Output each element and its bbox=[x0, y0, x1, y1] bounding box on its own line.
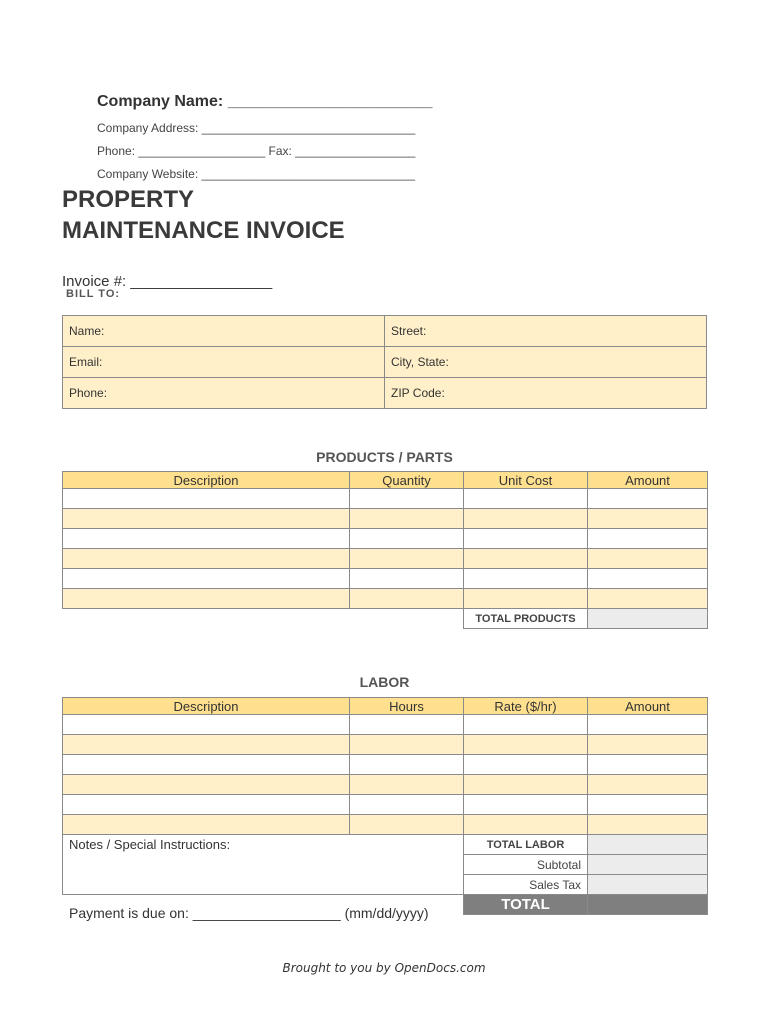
table-cell[interactable] bbox=[350, 529, 464, 549]
table-cell[interactable] bbox=[588, 509, 708, 529]
table-cell[interactable] bbox=[63, 815, 350, 835]
table-row bbox=[63, 795, 708, 815]
table-cell[interactable] bbox=[350, 795, 464, 815]
table-row bbox=[63, 529, 708, 549]
products-section-title: PRODUCTS / PARTS bbox=[316, 449, 453, 465]
table-cell[interactable] bbox=[350, 755, 464, 775]
table-cell[interactable] bbox=[588, 755, 708, 775]
bill-to-row bbox=[63, 347, 707, 378]
bill-to-label bbox=[66, 288, 136, 302]
labor-col-amount: Amount bbox=[588, 698, 708, 715]
bill-to-row bbox=[63, 316, 707, 347]
products-col-description: Description bbox=[63, 472, 350, 489]
company-name-field[interactable]: Company Name: _______________________ bbox=[97, 93, 433, 110]
table-cell[interactable] bbox=[588, 735, 708, 755]
table-cell[interactable] bbox=[464, 795, 588, 815]
grand-total-value[interactable] bbox=[588, 895, 708, 915]
total-labor-value[interactable] bbox=[588, 835, 708, 855]
payment-due-field[interactable]: Payment is due on: ___________________ (mm/dd/yyyy) bbox=[69, 905, 429, 921]
table-cell[interactable] bbox=[63, 795, 350, 815]
table-cell[interactable] bbox=[63, 589, 350, 609]
table-cell[interactable] bbox=[464, 529, 588, 549]
products-col-quantity: Quantity bbox=[350, 472, 464, 489]
labor-table bbox=[62, 697, 708, 915]
grand-total-label: TOTAL bbox=[464, 895, 588, 915]
bill-to-label-text: BILL TO: bbox=[66, 288, 121, 300]
sales-tax-value[interactable] bbox=[588, 875, 708, 895]
labor-col-description: Description bbox=[63, 698, 350, 715]
table-cell[interactable] bbox=[63, 715, 350, 735]
table-cell[interactable] bbox=[350, 775, 464, 795]
products-col-amount: Amount bbox=[588, 472, 708, 489]
table-cell[interactable] bbox=[63, 775, 350, 795]
phone-fax-field[interactable]: Phone: ___________________ Fax: __________________ bbox=[97, 144, 416, 158]
total-products-label: TOTAL PRODUCTS bbox=[464, 609, 588, 629]
table-cell[interactable] bbox=[350, 715, 464, 735]
labor-section-title: LABOR bbox=[359, 674, 410, 690]
table-cell[interactable] bbox=[350, 569, 464, 589]
notes-field[interactable]: Notes / Special Instructions: bbox=[63, 835, 464, 895]
table-row bbox=[63, 755, 708, 775]
table-cell[interactable] bbox=[350, 815, 464, 835]
bill-to-zip-field[interactable]: ZIP Code: bbox=[385, 378, 707, 409]
bill-to-table bbox=[62, 315, 707, 409]
table-cell[interactable] bbox=[350, 549, 464, 569]
bill-to-row bbox=[63, 378, 707, 409]
total-labor-label: TOTAL LABOR bbox=[464, 835, 588, 855]
labor-col-hours: Hours bbox=[350, 698, 464, 715]
table-cell[interactable] bbox=[63, 549, 350, 569]
products-table bbox=[62, 471, 708, 629]
labor-header-row bbox=[63, 698, 708, 715]
bill-to-name-field[interactable]: Name: bbox=[63, 316, 385, 347]
bill-to-email-field[interactable]: Email: bbox=[63, 347, 385, 378]
subtotal-label: Subtotal bbox=[464, 855, 588, 875]
table-row bbox=[63, 509, 708, 529]
table-cell[interactable] bbox=[63, 755, 350, 775]
table-cell[interactable] bbox=[464, 715, 588, 735]
table-cell[interactable] bbox=[63, 569, 350, 589]
table-row bbox=[63, 715, 708, 735]
company-website-field[interactable]: Company Website: ________________________________ bbox=[97, 167, 416, 181]
table-cell[interactable] bbox=[588, 715, 708, 735]
table-cell[interactable] bbox=[63, 489, 350, 509]
table-cell[interactable] bbox=[464, 815, 588, 835]
labor-col-rate: Rate ($/hr) bbox=[464, 698, 588, 715]
table-cell[interactable] bbox=[464, 489, 588, 509]
table-cell[interactable] bbox=[588, 569, 708, 589]
table-cell[interactable] bbox=[350, 589, 464, 609]
table-cell[interactable] bbox=[464, 509, 588, 529]
invoice-number-field[interactable]: Invoice #: _________________ bbox=[62, 273, 273, 290]
sales-tax-label: Sales Tax bbox=[464, 875, 588, 895]
company-address-field[interactable]: Company Address: ________________________________ bbox=[97, 121, 416, 135]
table-cell[interactable] bbox=[350, 489, 464, 509]
document-title-line1: PROPERTY bbox=[62, 186, 195, 213]
table-row bbox=[63, 489, 708, 509]
table-row bbox=[63, 735, 708, 755]
table-cell[interactable] bbox=[588, 589, 708, 609]
table-cell[interactable] bbox=[464, 735, 588, 755]
bill-to-street-field[interactable]: Street: bbox=[385, 316, 707, 347]
footer-credit: Brought to you by OpenDocs.com bbox=[282, 961, 486, 975]
table-cell[interactable] bbox=[350, 509, 464, 529]
table-cell[interactable] bbox=[588, 529, 708, 549]
table-cell[interactable] bbox=[63, 735, 350, 755]
products-col-unit-cost: Unit Cost bbox=[464, 472, 588, 489]
bill-to-city-state-field[interactable]: City, State: bbox=[385, 347, 707, 378]
table-cell[interactable] bbox=[588, 815, 708, 835]
table-cell[interactable] bbox=[464, 569, 588, 589]
products-total-row bbox=[63, 609, 708, 629]
labor-total-row bbox=[63, 835, 708, 855]
table-row bbox=[63, 815, 708, 835]
table-cell[interactable] bbox=[464, 775, 588, 795]
table-row bbox=[63, 569, 708, 589]
table-cell[interactable] bbox=[588, 775, 708, 795]
table-row bbox=[63, 775, 708, 795]
table-row bbox=[63, 589, 708, 609]
table-cell[interactable] bbox=[588, 489, 708, 509]
table-row bbox=[63, 549, 708, 569]
table-cell[interactable] bbox=[464, 589, 588, 609]
table-cell[interactable] bbox=[63, 529, 350, 549]
table-cell[interactable] bbox=[464, 755, 588, 775]
table-cell[interactable] bbox=[588, 549, 708, 569]
table-cell[interactable] bbox=[464, 549, 588, 569]
subtotal-value[interactable] bbox=[588, 855, 708, 875]
table-cell[interactable] bbox=[63, 509, 350, 529]
table-cell[interactable] bbox=[588, 795, 708, 815]
total-products-value[interactable] bbox=[588, 609, 708, 629]
document-title-line2: MAINTENANCE INVOICE bbox=[62, 217, 345, 244]
products-header-row bbox=[63, 472, 708, 489]
table-cell[interactable] bbox=[350, 735, 464, 755]
blank-cell bbox=[63, 609, 464, 629]
bill-to-phone-field[interactable]: Phone: bbox=[63, 378, 385, 409]
